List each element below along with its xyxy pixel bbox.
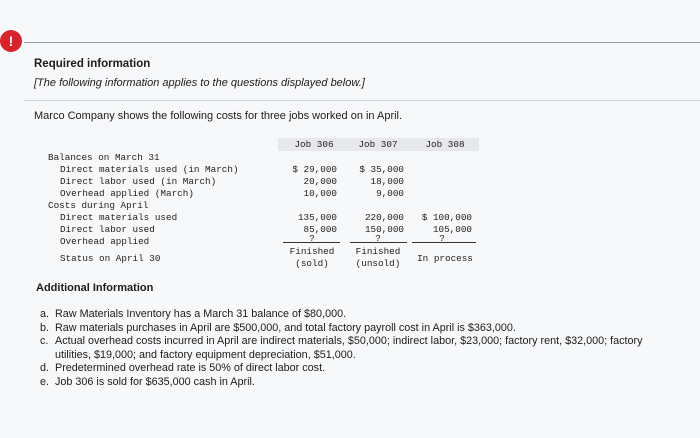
status-job-308: In process <box>417 253 473 264</box>
item-letter: b. <box>40 321 50 334</box>
table-cell: 10,000 <box>303 188 337 199</box>
table-cell: $ 100,000 <box>421 212 472 223</box>
alert-icon: ! <box>0 30 22 52</box>
item-letter: c. <box>40 335 49 347</box>
list-item <box>40 308 680 322</box>
table-cell: 20,000 <box>303 176 337 187</box>
column-job-307: Job 307 <box>358 139 398 150</box>
additional-info-title: Additional Information <box>36 282 154 294</box>
section-divider <box>24 100 700 101</box>
total-underline <box>283 242 340 243</box>
table-cell: 135,000 <box>297 212 337 223</box>
column-job-308: Job 308 <box>425 139 465 150</box>
table-cell: $ 29,000 <box>292 164 337 175</box>
table-cell: $ 35,000 <box>359 164 404 175</box>
row-label: Direct labor used (in March) <box>60 176 217 187</box>
required-note: [The following information applies to the questions displayed below.] <box>34 77 365 89</box>
item-letter: a. <box>40 308 50 320</box>
list-item <box>40 376 680 390</box>
item-letter: e. <box>40 375 50 388</box>
status-job-306-line2: (sold) <box>295 258 329 269</box>
intro-text: Marco Company shows the following costs for three jobs worked on in April. <box>34 110 403 122</box>
table-cell: ? <box>375 233 381 244</box>
top-divider <box>24 42 700 43</box>
item-text: Predetermined overhead rate is 50% of direct labor cost. <box>55 362 326 374</box>
total-underline <box>350 242 407 243</box>
table-cell: 9,000 <box>376 188 404 199</box>
item-text: Job 306 is sold for $635,000 cash in April. <box>55 375 255 388</box>
section-label-april: Costs during April <box>48 200 149 211</box>
table-cell: 85,000 <box>303 224 337 235</box>
table-cell: 18,000 <box>370 176 404 187</box>
list-item <box>40 322 680 336</box>
list-item <box>40 362 680 376</box>
table-cell: 150,000 <box>364 224 404 235</box>
row-label: Direct labor used <box>60 224 155 235</box>
table-cell: ? <box>439 233 445 244</box>
item-text: Actual overhead costs incurred in April are indirect materials, $50,000; indirect labor, $23,000; factory rent, $32,000; factory utilities, $19,000; and factory equipment depreciation, $51,000. <box>55 335 643 361</box>
row-label: Direct materials used <box>60 212 178 223</box>
row-label: Overhead applied (March) <box>60 188 194 199</box>
column-job-306: Job 306 <box>294 139 334 150</box>
table-cell: 220,000 <box>364 212 404 223</box>
required-title: Required information <box>34 58 151 70</box>
status-job-307-line1: Finished <box>355 246 401 257</box>
row-label: Direct materials used (in March) <box>60 164 239 175</box>
item-text: Raw Materials Inventory has a March 31 balance of $80,000. <box>55 308 347 320</box>
item-letter: d. <box>40 362 50 374</box>
list-item <box>40 335 680 362</box>
row-label: Overhead applied <box>60 236 150 247</box>
status-job-307-line2: (unsold) <box>355 258 401 269</box>
item-text: Raw materials purchases in April are $500,000, and total factory payroll cost in April is $363,000. <box>55 321 516 334</box>
row-label-status: Status on April 30 <box>60 253 161 264</box>
status-job-306-line1: Finished <box>289 246 335 257</box>
table-cell: 105,000 <box>432 224 472 235</box>
table-cell: ? <box>309 233 315 244</box>
additional-info-list <box>40 308 680 389</box>
section-label-march: Balances on March 31 <box>48 152 160 163</box>
total-underline <box>412 242 476 243</box>
